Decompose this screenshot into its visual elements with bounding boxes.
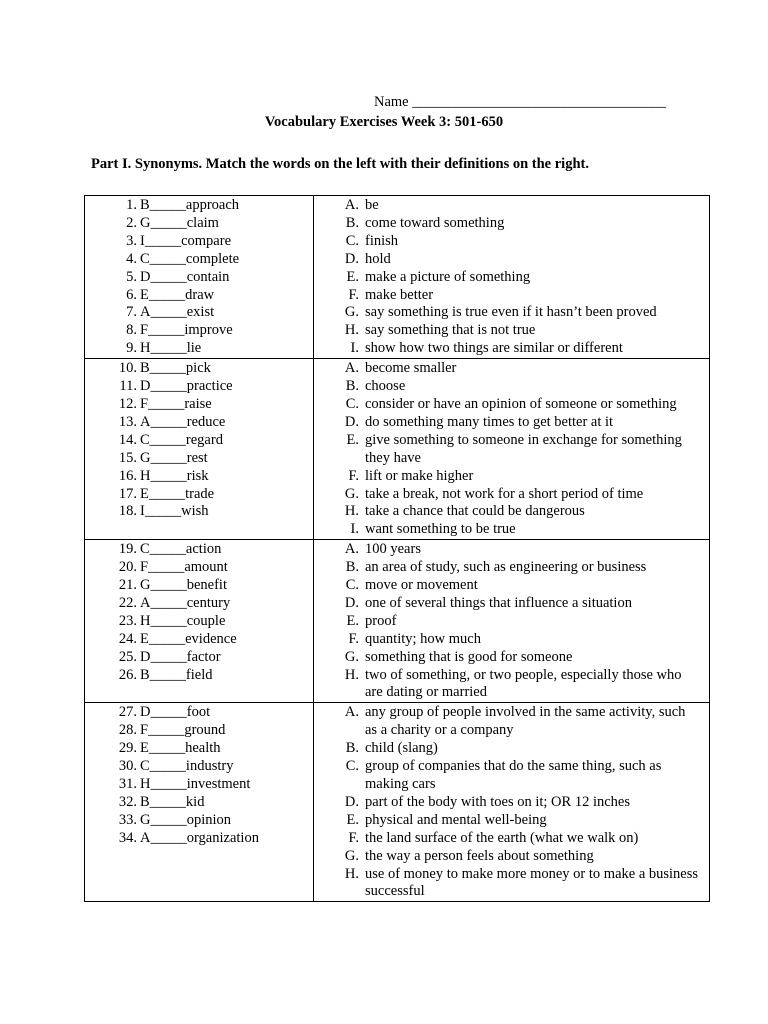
definitions-cell bbox=[314, 703, 710, 902]
answer-blank[interactable]: G bbox=[140, 214, 151, 231]
definition-text: want something to be true bbox=[365, 521, 516, 538]
definition-letter: I. bbox=[350, 340, 359, 357]
word-item bbox=[109, 758, 313, 776]
word-number: 6. bbox=[126, 286, 137, 303]
definition-item bbox=[314, 340, 709, 358]
word-number: 11. bbox=[119, 378, 137, 395]
words-cell bbox=[85, 703, 314, 902]
blank-underline: _____ bbox=[149, 793, 186, 810]
vocab-word: risk bbox=[186, 467, 209, 484]
definition-item bbox=[314, 631, 709, 649]
definition-text: finish bbox=[365, 232, 399, 249]
definition-letter: F. bbox=[348, 286, 359, 303]
definition-item bbox=[314, 848, 709, 866]
word-number: 3. bbox=[126, 232, 137, 249]
answer-blank[interactable]: F bbox=[140, 395, 149, 412]
definition-item bbox=[314, 830, 709, 848]
vocab-word: kid bbox=[185, 793, 205, 810]
definition-letter: F. bbox=[348, 467, 359, 484]
definition-text: 100 years bbox=[365, 541, 421, 558]
definition-letter: D. bbox=[344, 250, 359, 267]
section-row bbox=[85, 359, 710, 540]
blank-underline: _____ bbox=[150, 268, 187, 285]
blank-underline: _____ bbox=[144, 503, 182, 520]
definition-item bbox=[314, 812, 709, 830]
blank-underline: _____ bbox=[150, 304, 187, 321]
definition-item bbox=[314, 322, 709, 340]
blank-underline: _____ bbox=[148, 322, 185, 339]
definition-text: any group of people involved in the same activity, such as a charity or a company bbox=[365, 704, 686, 739]
words-cell bbox=[85, 359, 314, 540]
blank-underline: _____ bbox=[150, 413, 187, 430]
word-item bbox=[109, 613, 313, 631]
definition-item bbox=[314, 704, 709, 740]
definition-text: child (slang) bbox=[365, 740, 438, 757]
vocab-word: evidence bbox=[185, 630, 237, 647]
definition-letter: C. bbox=[345, 232, 359, 249]
word-item bbox=[109, 468, 313, 486]
vocab-word: claim bbox=[186, 214, 219, 231]
word-item bbox=[109, 251, 313, 269]
word-item bbox=[109, 340, 313, 358]
definition-text: lift or make higher bbox=[365, 467, 474, 484]
word-item bbox=[109, 559, 313, 577]
definition-letter: G. bbox=[344, 304, 359, 321]
word-item bbox=[109, 360, 313, 378]
blank-underline: _____ bbox=[149, 431, 186, 448]
vocab-word: rest bbox=[186, 449, 208, 466]
word-number: 7. bbox=[126, 304, 137, 321]
blank-underline: _____ bbox=[150, 214, 187, 231]
blank-underline: _____ bbox=[149, 250, 186, 267]
word-number: 13. bbox=[118, 413, 137, 430]
blank-underline: _____ bbox=[144, 232, 182, 249]
answer-blank[interactable]: D bbox=[140, 378, 151, 395]
word-number: 18. bbox=[118, 503, 137, 520]
definition-item bbox=[314, 304, 709, 322]
definition-item bbox=[314, 613, 709, 631]
vocab-word: regard bbox=[185, 431, 223, 448]
blank-underline: _____ bbox=[149, 758, 186, 775]
word-item bbox=[109, 830, 313, 848]
word-number: 20. bbox=[118, 559, 137, 576]
definition-text: choose bbox=[365, 378, 406, 395]
definition-letter: A. bbox=[344, 704, 359, 721]
definition-text: the way a person feels about something bbox=[365, 847, 594, 864]
word-item bbox=[109, 722, 313, 740]
definition-letter: E. bbox=[346, 612, 359, 629]
definition-text: proof bbox=[365, 612, 397, 629]
blank-underline: _____ bbox=[150, 577, 187, 594]
definition-item bbox=[314, 269, 709, 287]
answer-blank[interactable]: A bbox=[140, 413, 151, 430]
word-item bbox=[109, 287, 313, 305]
section-row bbox=[85, 540, 710, 703]
blank-underline: _____ bbox=[148, 559, 185, 576]
blank-underline: _____ bbox=[148, 722, 185, 739]
definition-item bbox=[314, 432, 709, 468]
definition-text: become smaller bbox=[365, 360, 457, 377]
definition-letter: H. bbox=[344, 322, 359, 339]
word-item bbox=[109, 577, 313, 595]
word-item bbox=[109, 486, 313, 504]
vocab-word: compare bbox=[181, 232, 232, 249]
definition-text: one of several things that influence a situation bbox=[365, 594, 632, 611]
answer-blank[interactable]: A bbox=[140, 829, 151, 846]
definition-item bbox=[314, 794, 709, 812]
definition-item bbox=[314, 414, 709, 432]
definition-letter: H. bbox=[344, 865, 359, 882]
definition-letter: E. bbox=[346, 431, 359, 448]
word-number: 28. bbox=[118, 722, 137, 739]
definition-text: consider or have an opinion of someone or something bbox=[365, 395, 677, 412]
page-title: Vocabulary Exercises Week 3: 501-650 bbox=[264, 114, 504, 130]
word-item bbox=[109, 378, 313, 396]
section-row bbox=[85, 703, 710, 902]
definition-item bbox=[314, 595, 709, 613]
name-field-line[interactable]: Name ___________________________________ bbox=[374, 94, 666, 110]
word-number: 17. bbox=[118, 485, 137, 502]
vocab-word: industry bbox=[185, 758, 234, 775]
vocab-word: wish bbox=[181, 503, 209, 520]
word-number: 2. bbox=[126, 214, 137, 231]
definition-letter: D. bbox=[344, 413, 359, 430]
word-number: 16. bbox=[118, 467, 137, 484]
answer-blank[interactable]: G bbox=[140, 811, 151, 828]
definition-item bbox=[314, 468, 709, 486]
definition-text: show how two things are similar or different bbox=[365, 340, 623, 357]
definition-text: quantity; how much bbox=[365, 630, 481, 647]
word-item bbox=[109, 233, 313, 251]
answer-blank[interactable]: D bbox=[140, 268, 151, 285]
word-item bbox=[109, 414, 313, 432]
vocab-word: couple bbox=[186, 612, 226, 629]
answer-blank[interactable]: H bbox=[140, 776, 151, 792]
part-heading: Part I. Synonyms. Match the words on the left with their definitions on the right. bbox=[91, 156, 589, 172]
vocab-word: organization bbox=[186, 829, 259, 846]
word-number: 19. bbox=[118, 541, 137, 558]
definition-item bbox=[314, 360, 709, 378]
answer-blank[interactable]: B bbox=[140, 197, 150, 213]
definition-text: group of companies that do the same thing, such as making cars bbox=[365, 758, 662, 792]
definition-letter: B. bbox=[345, 740, 359, 757]
definition-text: take a break, not work for a short period of time bbox=[365, 485, 644, 502]
word-number: 4. bbox=[126, 250, 137, 267]
word-item bbox=[109, 541, 313, 559]
vocab-word: factor bbox=[186, 648, 221, 665]
word-number: 22. bbox=[118, 594, 137, 611]
definition-text: make a picture of something bbox=[365, 268, 531, 285]
word-number: 34. bbox=[118, 829, 137, 846]
blank-underline: _____ bbox=[149, 666, 186, 683]
answer-blank[interactable]: F bbox=[140, 722, 149, 739]
answer-blank[interactable]: B bbox=[140, 793, 150, 810]
definition-item bbox=[314, 541, 709, 559]
blank-underline: _____ bbox=[149, 541, 186, 558]
answer-blank[interactable]: E bbox=[140, 485, 149, 502]
answer-blank[interactable]: D bbox=[140, 648, 151, 665]
blank-underline: _____ bbox=[150, 378, 187, 395]
definition-item bbox=[314, 197, 709, 215]
blank-underline: _____ bbox=[149, 197, 186, 213]
definition-item bbox=[314, 866, 709, 902]
word-item bbox=[109, 631, 313, 649]
vocab-word: trade bbox=[185, 485, 215, 502]
word-item bbox=[109, 704, 313, 722]
definition-text: come toward something bbox=[365, 214, 505, 231]
word-item bbox=[109, 776, 313, 794]
word-number: 31. bbox=[118, 776, 137, 792]
definition-letter: C. bbox=[345, 758, 359, 775]
vocab-word: improve bbox=[184, 322, 233, 339]
definition-letter: C. bbox=[345, 577, 359, 594]
answer-blank[interactable]: H bbox=[140, 612, 151, 629]
answer-blank[interactable]: C bbox=[140, 541, 150, 558]
definition-letter: I. bbox=[350, 521, 359, 538]
definition-text: hold bbox=[365, 250, 391, 267]
definition-item bbox=[314, 577, 709, 595]
answer-blank[interactable]: C bbox=[140, 758, 150, 775]
answer-blank[interactable]: G bbox=[140, 577, 151, 594]
word-number: 15. bbox=[118, 449, 137, 466]
word-item bbox=[109, 215, 313, 233]
blank-underline: _____ bbox=[150, 811, 187, 828]
vocab-word: pick bbox=[185, 360, 211, 377]
definition-item bbox=[314, 251, 709, 269]
word-number: 10. bbox=[118, 360, 137, 377]
definition-letter: F. bbox=[348, 630, 359, 647]
word-number: 5. bbox=[126, 268, 137, 285]
answer-blank[interactable]: E bbox=[140, 740, 149, 757]
definition-text: two of something, or two people, especially those who are dating or married bbox=[365, 666, 682, 701]
word-item bbox=[109, 197, 313, 215]
blank-underline: _____ bbox=[150, 594, 187, 611]
word-number: 14. bbox=[118, 431, 137, 448]
definition-text: be bbox=[365, 197, 379, 213]
answer-blank[interactable]: B bbox=[140, 666, 150, 683]
word-number: 12. bbox=[118, 395, 137, 412]
word-item bbox=[109, 269, 313, 287]
word-number: 27. bbox=[118, 704, 137, 721]
definition-text: the land surface of the earth (what we walk on) bbox=[365, 829, 639, 846]
definition-letter: H. bbox=[344, 503, 359, 520]
vocab-word: opinion bbox=[186, 811, 232, 828]
blank-underline: _____ bbox=[150, 449, 187, 466]
definition-text: do something many times to get better at it bbox=[365, 413, 614, 430]
word-item bbox=[109, 740, 313, 758]
blank-underline: _____ bbox=[148, 485, 186, 502]
blank-underline: _____ bbox=[148, 740, 186, 757]
definitions-cell bbox=[314, 359, 710, 540]
answer-blank[interactable]: C bbox=[140, 250, 150, 267]
definition-item bbox=[314, 667, 709, 703]
definition-letter: B. bbox=[345, 214, 359, 231]
definition-letter: G. bbox=[344, 485, 359, 502]
vocab-word: amount bbox=[184, 559, 228, 576]
vocab-word: exist bbox=[186, 304, 215, 321]
definition-item bbox=[314, 559, 709, 577]
answer-blank[interactable]: C bbox=[140, 431, 150, 448]
word-item bbox=[109, 812, 313, 830]
answer-blank[interactable]: H bbox=[140, 340, 151, 357]
definition-item bbox=[314, 396, 709, 414]
definition-item bbox=[314, 287, 709, 305]
word-number: 23. bbox=[118, 612, 137, 629]
definition-text: something that is good for someone bbox=[365, 648, 573, 665]
word-number: 25. bbox=[118, 648, 137, 665]
word-number: 30. bbox=[118, 758, 137, 775]
word-item bbox=[109, 322, 313, 340]
word-item bbox=[109, 396, 313, 414]
definition-letter: G. bbox=[344, 648, 359, 665]
definition-text: give something to someone in exchange for something they have bbox=[365, 431, 682, 466]
word-item bbox=[109, 667, 313, 685]
definition-letter: A. bbox=[344, 197, 359, 213]
definition-text: say something that is not true bbox=[365, 322, 536, 339]
definition-text: physical and mental well-being bbox=[365, 811, 547, 828]
word-number: 8. bbox=[126, 322, 137, 339]
definition-letter: H. bbox=[344, 666, 359, 683]
vocab-word: approach bbox=[185, 197, 240, 213]
word-item bbox=[109, 794, 313, 812]
vocab-word: health bbox=[185, 740, 221, 757]
blank-underline: _____ bbox=[148, 286, 186, 303]
blank-underline: _____ bbox=[150, 612, 187, 629]
section-row bbox=[85, 196, 710, 359]
vocab-word: foot bbox=[186, 704, 211, 721]
definition-letter: E. bbox=[346, 811, 359, 828]
vocab-word: ground bbox=[184, 722, 226, 739]
answer-blank[interactable]: I bbox=[140, 232, 145, 249]
definition-item bbox=[314, 503, 709, 521]
vocab-word: field bbox=[185, 666, 213, 683]
definition-item bbox=[314, 758, 709, 794]
vocab-word: investment bbox=[186, 776, 251, 792]
vocab-word: contain bbox=[186, 268, 230, 285]
definition-letter: B. bbox=[345, 378, 359, 395]
definition-letter: D. bbox=[344, 594, 359, 611]
definition-text: use of money to make more money or to make a business successful bbox=[365, 865, 699, 900]
word-number: 1. bbox=[126, 197, 137, 213]
word-item bbox=[109, 432, 313, 450]
word-item bbox=[109, 503, 313, 521]
word-number: 32. bbox=[118, 793, 137, 810]
definition-text: say something is true even if it hasn’t been proved bbox=[365, 304, 657, 321]
words-cell bbox=[85, 540, 314, 703]
word-number: 29. bbox=[118, 740, 137, 757]
definition-text: move or movement bbox=[365, 577, 478, 594]
vocab-word: practice bbox=[186, 378, 233, 395]
word-number: 24. bbox=[118, 630, 137, 647]
answer-blank[interactable]: E bbox=[140, 286, 149, 303]
vocab-word: action bbox=[185, 541, 222, 558]
answer-blank[interactable]: A bbox=[140, 304, 151, 321]
definition-letter: A. bbox=[344, 541, 359, 558]
blank-underline: _____ bbox=[148, 395, 185, 412]
answer-blank[interactable]: H bbox=[140, 467, 151, 484]
answer-blank[interactable]: F bbox=[140, 322, 149, 339]
blank-underline: _____ bbox=[150, 776, 187, 792]
word-number: 33. bbox=[118, 811, 137, 828]
matching-table bbox=[84, 195, 710, 902]
definition-item bbox=[314, 233, 709, 251]
blank-underline: _____ bbox=[150, 648, 187, 665]
blank-underline: _____ bbox=[148, 630, 186, 647]
vocab-word: century bbox=[186, 594, 231, 611]
blank-underline: _____ bbox=[150, 467, 187, 484]
definition-item bbox=[314, 649, 709, 667]
answer-blank[interactable]: F bbox=[140, 559, 149, 576]
definition-item bbox=[314, 378, 709, 396]
definition-item bbox=[314, 486, 709, 504]
definition-item bbox=[314, 215, 709, 233]
definition-letter: F. bbox=[348, 829, 359, 846]
word-item bbox=[109, 649, 313, 667]
definition-letter: C. bbox=[345, 395, 359, 412]
definition-item bbox=[314, 740, 709, 758]
blank-underline: _____ bbox=[150, 704, 187, 721]
words-cell bbox=[85, 196, 314, 359]
answer-blank[interactable]: B bbox=[140, 360, 150, 377]
word-item bbox=[109, 450, 313, 468]
word-item bbox=[109, 304, 313, 322]
word-number: 26. bbox=[118, 666, 137, 683]
vocab-word: reduce bbox=[186, 413, 226, 430]
blank-underline: _____ bbox=[150, 829, 187, 846]
blank-underline: _____ bbox=[150, 340, 187, 357]
definition-text: an area of study, such as engineering or business bbox=[365, 559, 647, 576]
definition-letter: B. bbox=[345, 559, 359, 576]
answer-blank[interactable]: A bbox=[140, 594, 151, 611]
answer-blank[interactable]: E bbox=[140, 630, 149, 647]
vocab-word: raise bbox=[184, 395, 212, 412]
word-number: 21. bbox=[118, 577, 137, 594]
definitions-cell bbox=[314, 540, 710, 703]
blank-underline: _____ bbox=[149, 360, 186, 377]
answer-blank[interactable]: I bbox=[140, 503, 145, 520]
definition-text: take a chance that could be dangerous bbox=[365, 503, 585, 520]
definition-letter: A. bbox=[344, 360, 359, 377]
definitions-cell bbox=[314, 196, 710, 359]
answer-blank[interactable]: G bbox=[140, 449, 151, 466]
answer-blank[interactable]: D bbox=[140, 704, 151, 721]
vocab-word: draw bbox=[185, 286, 215, 303]
word-number: 9. bbox=[126, 340, 137, 357]
vocab-word: complete bbox=[185, 250, 240, 267]
word-item bbox=[109, 595, 313, 613]
definition-text: make better bbox=[365, 286, 434, 303]
definition-text: part of the body with toes on it; OR 12 inches bbox=[365, 793, 630, 810]
definition-letter: E. bbox=[346, 268, 359, 285]
definition-letter: G. bbox=[344, 847, 359, 864]
vocab-word: lie bbox=[186, 340, 202, 357]
definition-letter: D. bbox=[344, 793, 359, 810]
definition-item bbox=[314, 521, 709, 539]
vocab-word: benefit bbox=[186, 577, 227, 594]
